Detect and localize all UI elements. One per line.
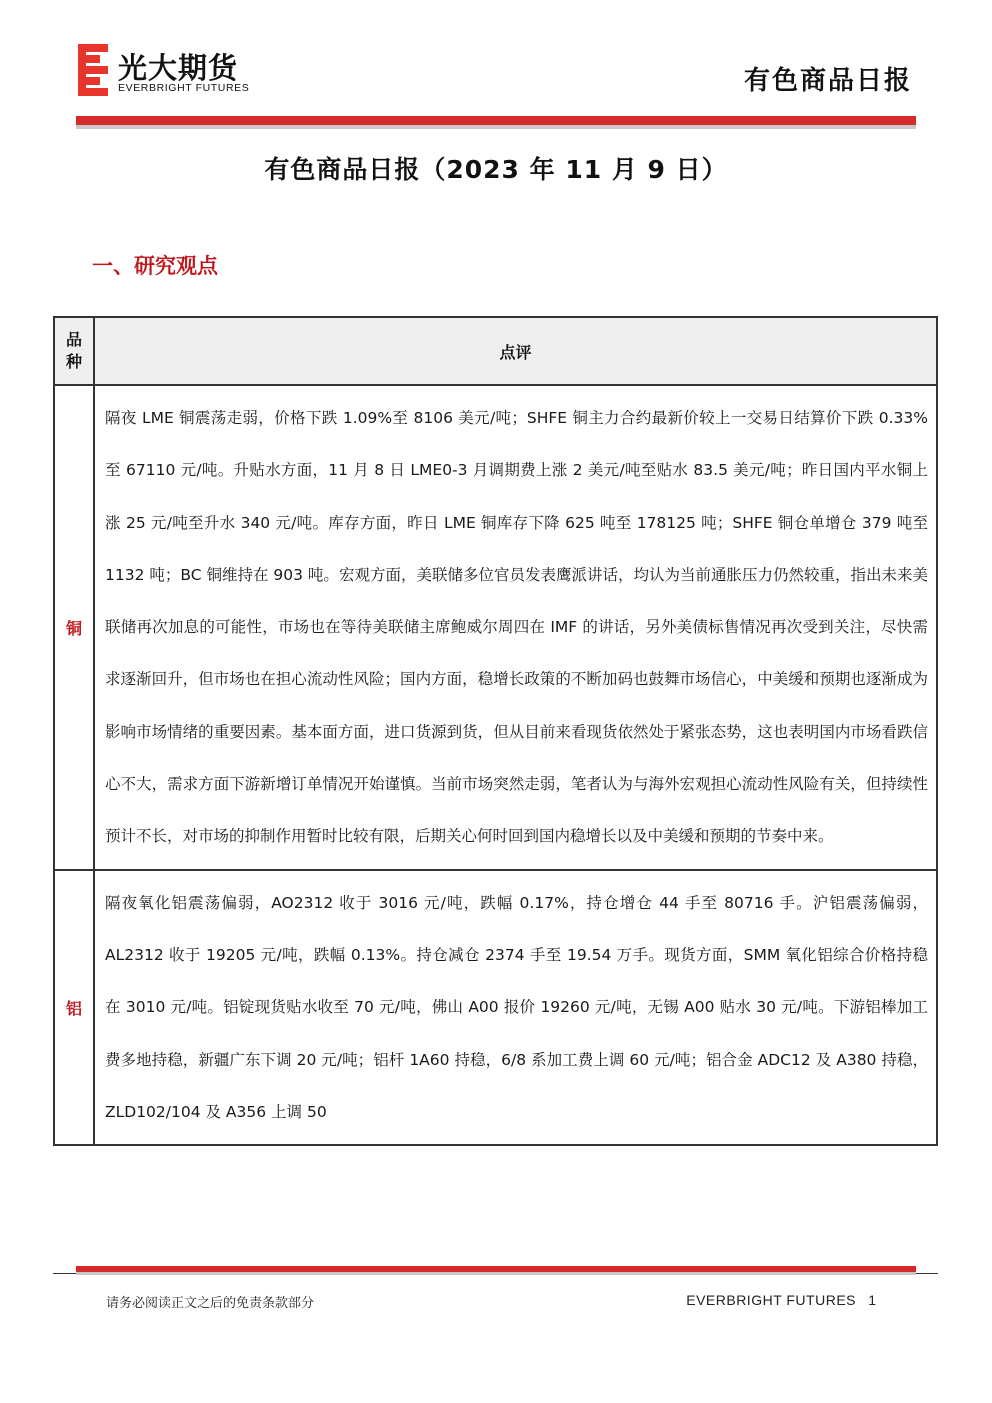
footer-brand: EVERBRIGHT FUTURES	[686, 1292, 856, 1308]
company-logo	[78, 44, 288, 100]
report-title: 有色商品日报（2023 年 11 月 9 日）	[264, 155, 728, 184]
research-table-container	[53, 316, 938, 1274]
variety-cell: 铜	[54, 385, 94, 870]
header-divider	[76, 116, 916, 125]
comment-cell: 隔夜氧化铝震荡偏弱，AO2312 收于 3016 元/吨，跌幅 0.17%，持仓增仓 44 手至 80716 手。沪铝震荡偏弱，AL2312 收于 19205 元/吨，跌幅 0.13%。持仓减仓 2374 手至 19.54 万手。现货方面，SMM 氧化铝综合价格持稳在 3010 元/吨。铝锭现货贴水收至 70 元/吨，佛山 A00 报价 19260 元/吨，无锡 A00 贴水 30 元/吨。下游铝棒加工费多地持稳，新疆广东下调 20 元/吨；铝杆 1A60 持稳，6/8 系加工费上调 60 元/吨；铝合金 ADC12 及 A380 持稳，ZLD102/104 及 A356 上调 50	[94, 870, 937, 1145]
logo-english-name: EVERBRIGHT FUTURES	[118, 82, 250, 94]
section-heading: 一、研究观点	[92, 254, 218, 278]
footer-divider-shadow	[76, 1272, 916, 1275]
table-row-copper	[54, 385, 937, 870]
logo-chinese-name: 光大期货	[118, 51, 239, 85]
page-header	[0, 0, 992, 140]
column-header-variety: 品 种	[54, 317, 94, 385]
header-divider-shadow	[76, 125, 916, 129]
column-header-comment: 点评	[94, 317, 937, 385]
page-number: 1	[868, 1292, 876, 1308]
table-header-row	[54, 317, 937, 385]
table-row-aluminum	[54, 870, 937, 1145]
disclaimer-note: 请务必阅读正文之后的免责条款部分	[106, 1296, 315, 1311]
logo-mark-icon	[78, 44, 108, 96]
comment-cell: 隔夜 LME 铜震荡走弱，价格下跌 1.09%至 8106 美元/吨；SHFE 铜主力合约最新价较上一交易日结算价下跌 0.33%至 67110 元/吨。升贴水方面，11 月 8 日 LME0-3 月调期费上涨 2 美元/吨至贴水 83.5 美元/吨；昨日国内平水铜上涨 25 元/吨至升水 340 元/吨。库存方面，昨日 LME 铜库存下降 625 吨至 178125 吨；SHFE 铜仓单增仓 379 吨至 1132 吨；BC 铜维持在 903 吨。宏观方面，美联储多位官员发表鹰派讲话，均认为当前通胀压力仍然较重，指出未来美联储再次加息的可能性，市场也在等待美联储主席鲍威尔周四在 IMF 的讲话，另外美债标售情况再次受到关注，尽快需求逐渐回升，但市场也在担心流动性风险；国内方面，稳增长政策的不断加码也鼓舞市场信心，中美缓和预期也逐渐成为影响市场情绪的重要因素。基本面方面，进口货源到货，但从目前来看现货依然处于紧张态势，这也表明国内市场看跌信心不大，需求方面下游新增订单情况开始谨慎。当前市场突然走弱，笔者认为与海外宏观担心流动性风险有关，但持续性预计不长，对市场的抑制作用暂时比较有限，后期关心何时回到国内稳增长以及中美缓和预期的节奏中来。	[94, 385, 937, 870]
variety-cell: 铝	[54, 870, 94, 1145]
report-name: 有色商品日报	[743, 66, 912, 96]
research-table	[53, 316, 938, 1146]
